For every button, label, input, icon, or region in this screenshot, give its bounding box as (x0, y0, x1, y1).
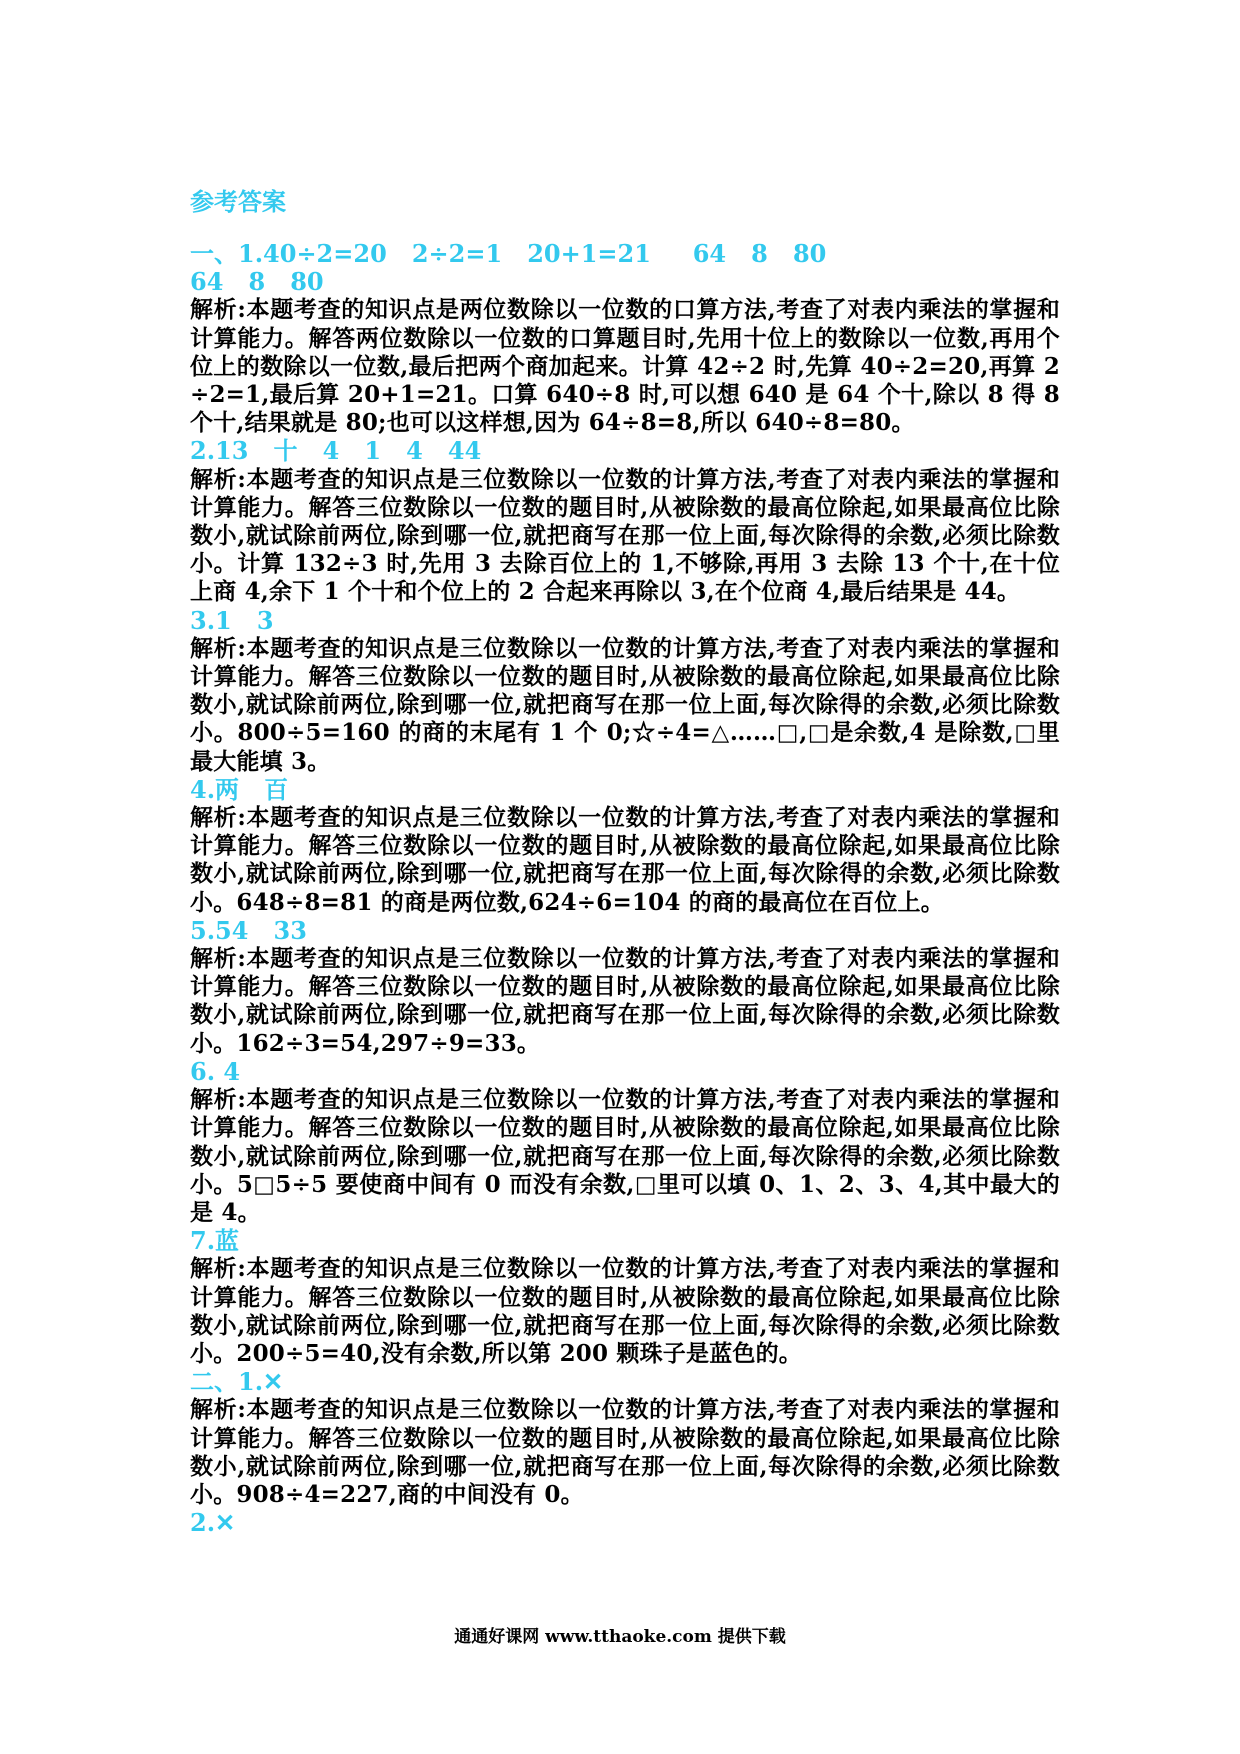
explanation-text: 解析:本题考查的知识点是三位数除以一位数的计算方法,考查了对表内乘法的掌握和计算能力。解答三位数除以一位数的题目时,从被除数的最高位除起,如果最高位比除数小,就试除前两位,除到哪一位,就把商写在那一位上面,每次除得的余数,必须比除数小。800÷5=160 的商的末尾有 1 个 0;☆÷4=△……□,□是余数,4 是除数,□里最大能填 3。 (190, 634, 1061, 775)
answer-line: 6. 4 (190, 1056, 241, 1086)
answer-item-9 (190, 1509, 1060, 1537)
answer-line: 一、1.40÷2=20 2÷2=1 20+1=21 64 8 80 64 8 80 (190, 239, 827, 297)
answer-item-4 (190, 776, 1060, 917)
page-footer: 通通好课网 www.tthaoke.com 提供下载 (454, 1627, 786, 1647)
answer-item-8 (190, 1368, 1060, 1509)
answer-line: 2.13 十 4 1 4 44 (190, 436, 482, 466)
explanation-text: 解析:本题考查的知识点是三位数除以一位数的计算方法,考查了对表内乘法的掌握和计算能力。解答三位数除以一位数的题目时,从被除数的最高位除起,如果最高位比除数小,就试除前两位,除到哪一位,就把商写在那一位上面,每次除得的余数,必须比除数小。648÷8=81 的商是两位数,624÷6=104 的商的最高位在百位上。 (190, 804, 1060, 916)
answer-line: 4.两 百 (190, 774, 289, 804)
answer-item-3 (190, 607, 1060, 776)
answer-item-7 (190, 1227, 1060, 1368)
answer-line: 二、1.✕ (190, 1367, 284, 1397)
answer-line: 7.蓝 (190, 1226, 240, 1256)
answer-item-6 (190, 1058, 1060, 1227)
explanation-text: 解析:本题考查的知识点是三位数除以一位数的计算方法,考查了对表内乘法的掌握和计算能力。解答三位数除以一位数的题目时,从被除数的最高位除起,如果最高位比除数小,就试除前两位,除到哪一位,就把商写在那一位上面,每次除得的余数,必须比除数小。162÷3=54,297÷9=33。 (190, 945, 1060, 1057)
answer-document (190, 186, 1060, 1537)
answer-item-5 (190, 917, 1060, 1058)
answer-item-2 (190, 437, 1060, 606)
explanation-text: 解析:本题考查的知识点是三位数除以一位数的计算方法,考查了对表内乘法的掌握和计算能力。解答三位数除以一位数的题目时,从被除数的最高位除起,如果最高位比除数小,就试除前两位,除到哪一位,就把商写在那一位上面,每次除得的余数,必须比除数小。908÷4=227,商的中间没有 0。 (190, 1396, 1060, 1508)
answer-line: 2.✕ (190, 1508, 236, 1538)
explanation-text: 解析:本题考查的知识点是三位数除以一位数的计算方法,考查了对表内乘法的掌握和计算能力。解答三位数除以一位数的题目时,从被除数的最高位除起,如果最高位比除数小,就试除前两位,除到哪一位,就把商写在那一位上面,每次除得的余数,必须比除数小。计算 132÷3 时,先用 3 去除百位上的 1,不够除,再用 3 去除 13 个十,在十位上商 4,余下 1 个十和个位上的 2 合起来再除以 3,在个位商 4,最后结果是 44。 (190, 465, 1060, 606)
answer-line: 5.54 33 (190, 915, 307, 945)
answer-line: 3.1 3 (190, 605, 274, 635)
answer-item-1 (190, 240, 1060, 437)
explanation-text: 解析:本题考查的知识点是三位数除以一位数的计算方法,考查了对表内乘法的掌握和计算能力。解答三位数除以一位数的题目时,从被除数的最高位除起,如果最高位比除数小,就试除前两位,除到哪一位,就把商写在那一位上面,每次除得的余数,必须比除数小。200÷5=40,没有余数,所以第 200 颗珠子是蓝色的。 (190, 1255, 1060, 1367)
explanation-text: 解析:本题考查的知识点是两位数除以一位数的口算方法,考查了对表内乘法的掌握和计算能力。解答两位数除以一位数的口算题目时,先用十位上的数除以一位数,再用个位上的数除以一位数,最后把两个商加起来。计算 42÷2 时,先算 40÷2=20,再算 2÷2=1,最后算 20+1=21。口算 640÷8 时,可以想 640 是 64 个十,除以 8 得 8 个十,结果就是 80;也可以这样想,因为 64÷8=8,所以 640÷8=80。 (190, 296, 1060, 437)
explanation-text: 解析:本题考查的知识点是三位数除以一位数的计算方法,考查了对表内乘法的掌握和计算能力。解答三位数除以一位数的题目时,从被除数的最高位除起,如果最高位比除数小,就试除前两位,除到哪一位,就把商写在那一位上面,每次除得的余数,必须比除数小。5□5÷5 要使商中间有 0 而没有余数,□里可以填 0、1、2、3、4,其中最大的是 4。 (190, 1086, 1060, 1226)
page-title: 参考答案 (190, 187, 286, 216)
